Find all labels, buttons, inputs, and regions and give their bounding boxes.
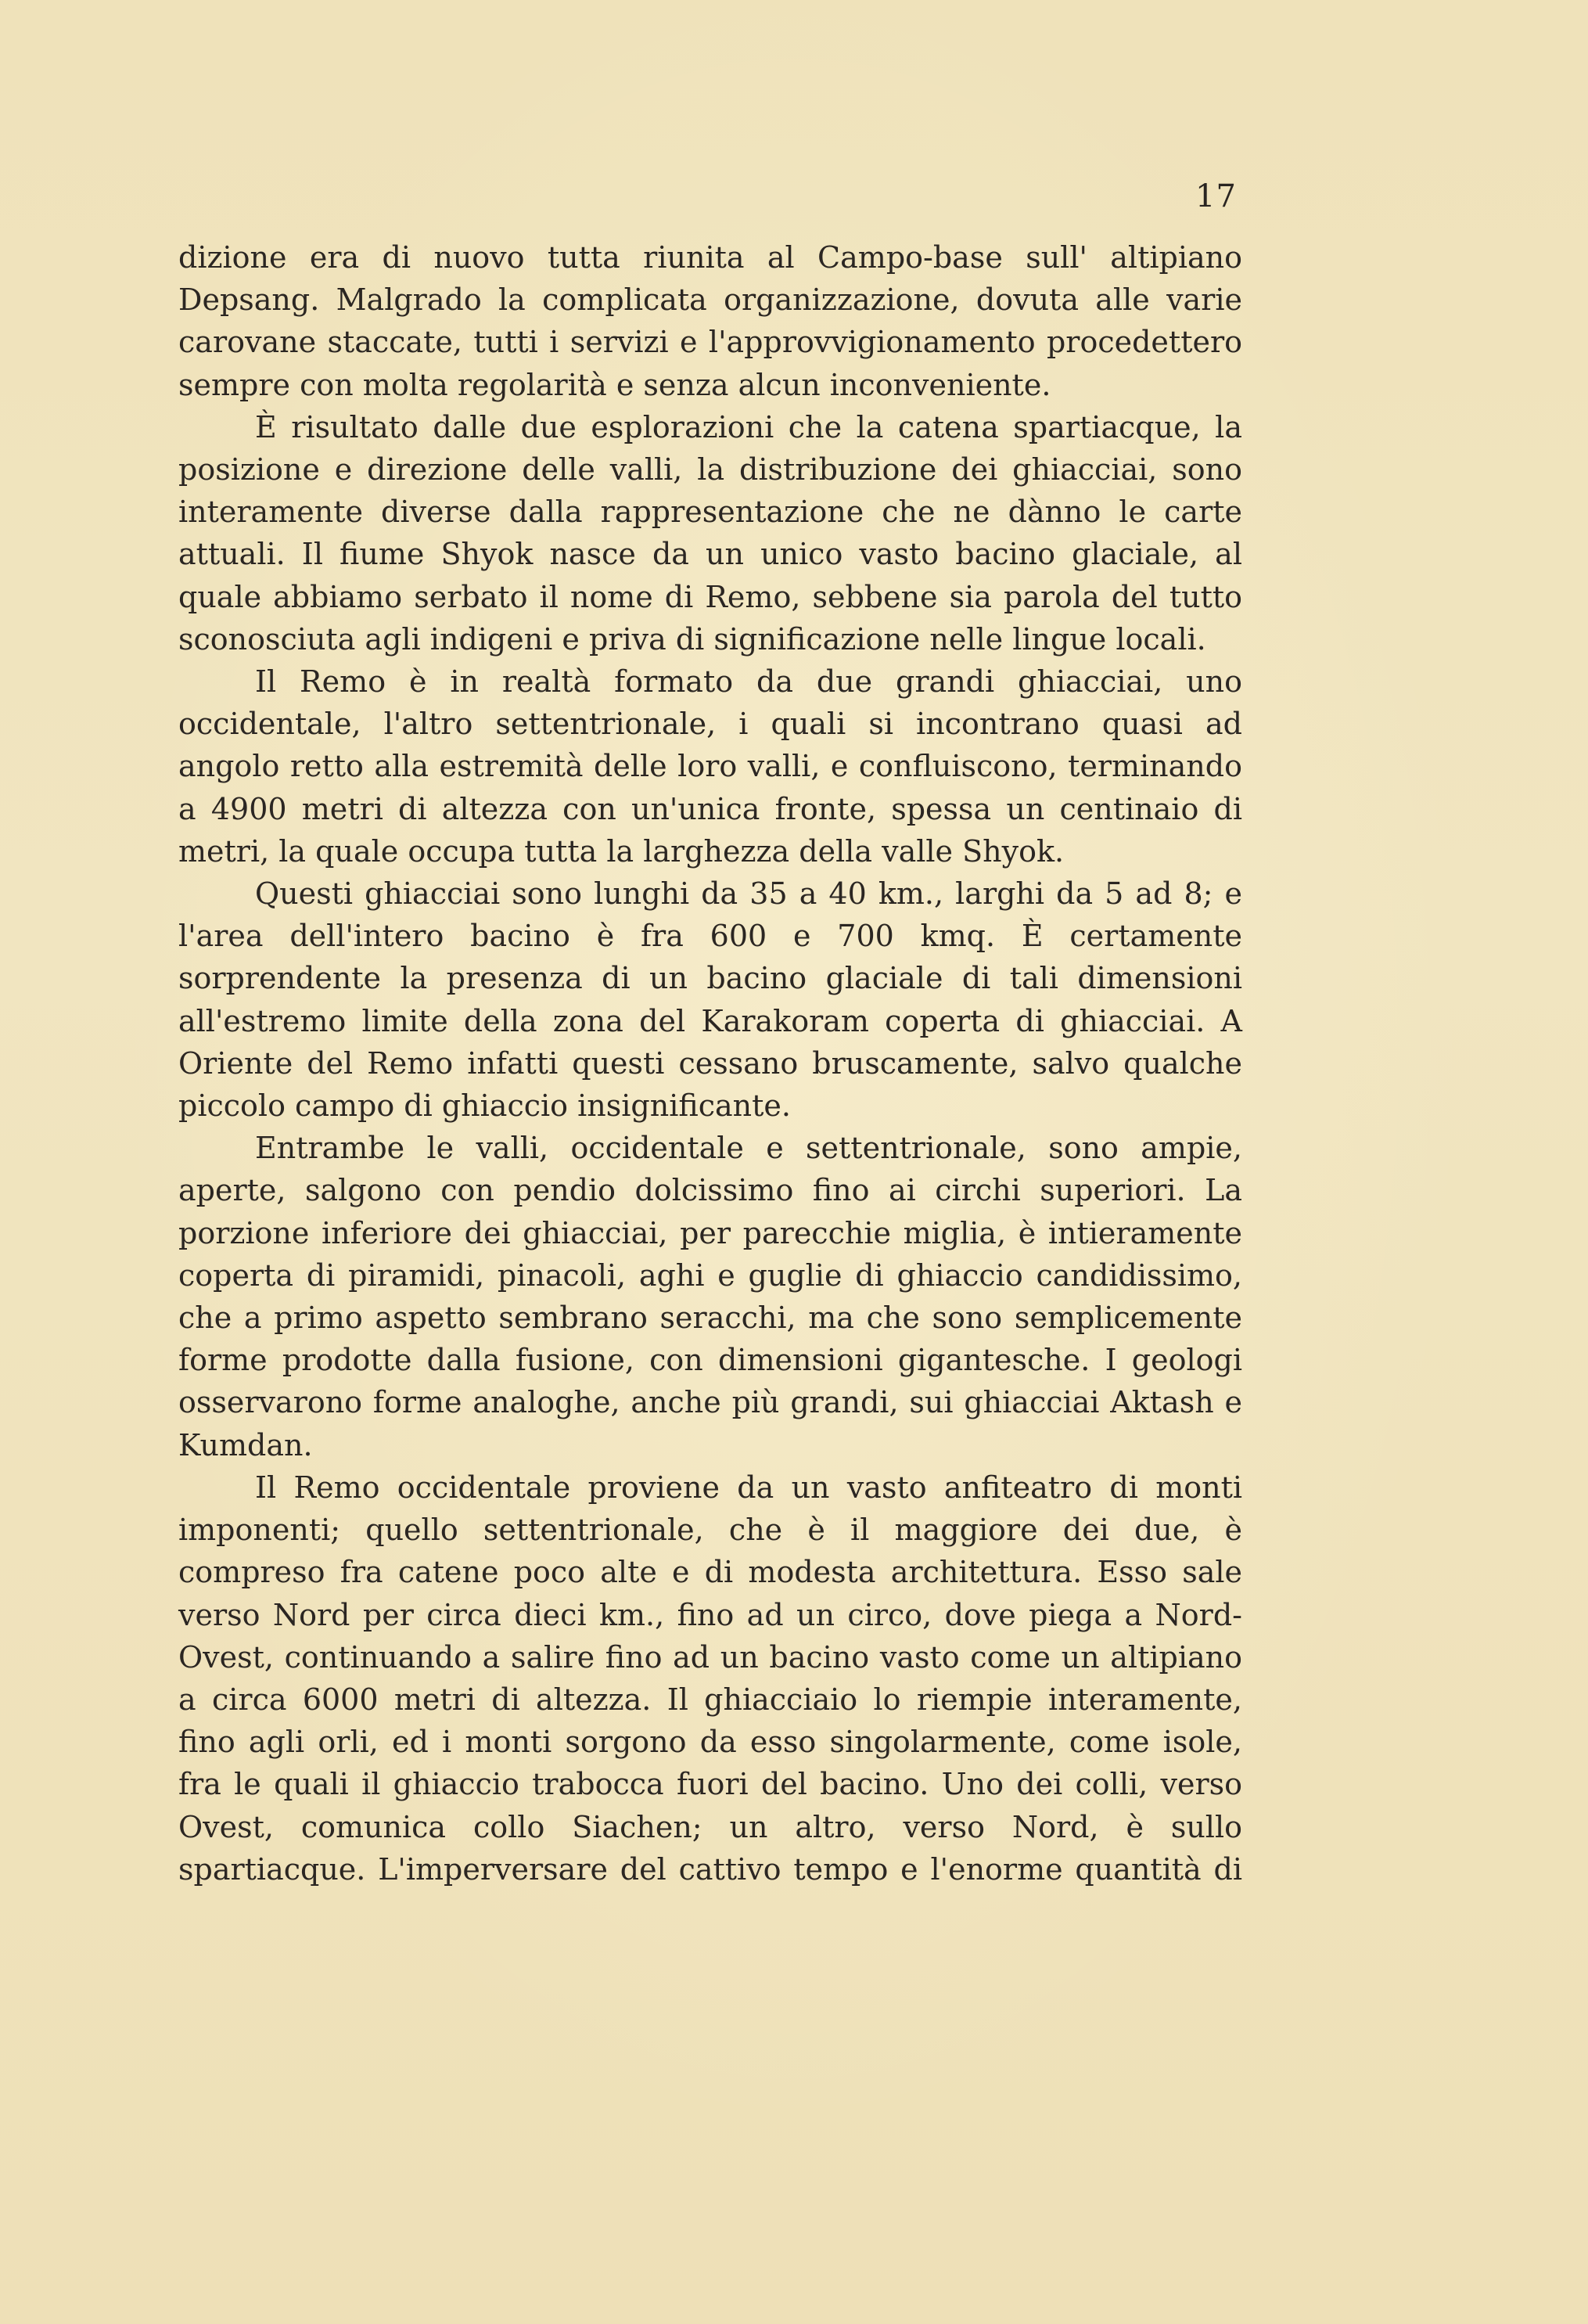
paragraph-6: Il Remo occidentale proviene da un vasto anfiteatro di monti imponenti; quello settentrionale, che è il maggiore dei due, è compreso fra catene poco alte e di modesta architettura. Esso sale verso Nord per circa dieci km., fino ad un circo, dove piega a Nord-Ovest, continuando a salire fino ad un bacino vasto come un altipiano a circa 6000 metri di altezza. Il ghiacciaio lo riempie interamente, fino agli orli, ed i monti sorgono da esso singolarmente, come isole, fra le quali il ghiaccio trabocca fuori del bacino. Uno dei colli, verso Ovest, comunica collo Siachen; un altro, verso Nord, è sullo spartiacque. L'imperversare del cattivo tempo e l'enorme quantità di [178,1470,1242,1887]
body-text [178,236,1242,1890]
paragraph-3: Il Remo è in realtà formato da due grandi ghiacciai, uno occidentale, l'altro settentrionale, i quali si incontrano quasi ad angolo retto alla estremità delle loro valli, e confluiscono, terminando a 4900 metri di altezza con un'unica fronte, spessa un centinaio di metri, la quale occupa tutta la larghezza della valle Shyok. [178,664,1242,869]
page-number: 17 [1195,178,1237,214]
paragraph-2: È risultato dalle due esplorazioni che la catena spartiacque, la posizione e direzione delle valli, la distribuzione dei ghiacciai, sono interamente diverse dalla rappresentazione che ne dànno le carte attuali. Il fiume Shyok nasce da un unico vasto bacino glaciale, al quale abbiamo serbato il nome di Remo, sebbene sia parola del tutto sconosciuta agli indigeni e priva di significazione nelle lingue locali. [178,409,1242,657]
paragraph-5: Entrambe le valli, occidentale e settentrionale, sono ampie, aperte, salgono con pendio dolcissimo fino ai circhi superiori. La porzione inferiore dei ghiacciai, per parecchie miglia, è intieramente coperta di piramidi, pinacoli, aghi e guglie di ghiaccio candidissimo, che a primo aspetto sembrano seracchi, ma che sono semplicemente forme prodotte dalla fusione, con dimensioni gigantesche. I geologi osservarono forme analoghe, anche più grandi, sui ghiacciai Aktash e Kumdan. [178,1131,1242,1462]
paragraph-4: Questi ghiacciai sono lunghi da 35 a 40 km., larghi da 5 ad 8; e l'area dell'intero bacino è fra 600 e 700 kmq. È certamente sorprendente la presenza di un bacino glaciale di tali dimensioni all'estremo limite della zona del Karakoram coperta di ghiacciai. A Oriente del Remo infatti questi cessano bruscamente, salvo qualche piccolo campo di ghiaccio insignificante. [178,876,1242,1124]
paragraph-1: dizione era di nuovo tutta riunita al Campo-base sull' altipiano Depsang. Malgrado la complicata organizzazione, dovuta alle varie carovane staccate, tutti i servizi e l'approvvigionamento procedettero sempre con molta regolarità e senza alcun inconveniente. [178,240,1242,402]
